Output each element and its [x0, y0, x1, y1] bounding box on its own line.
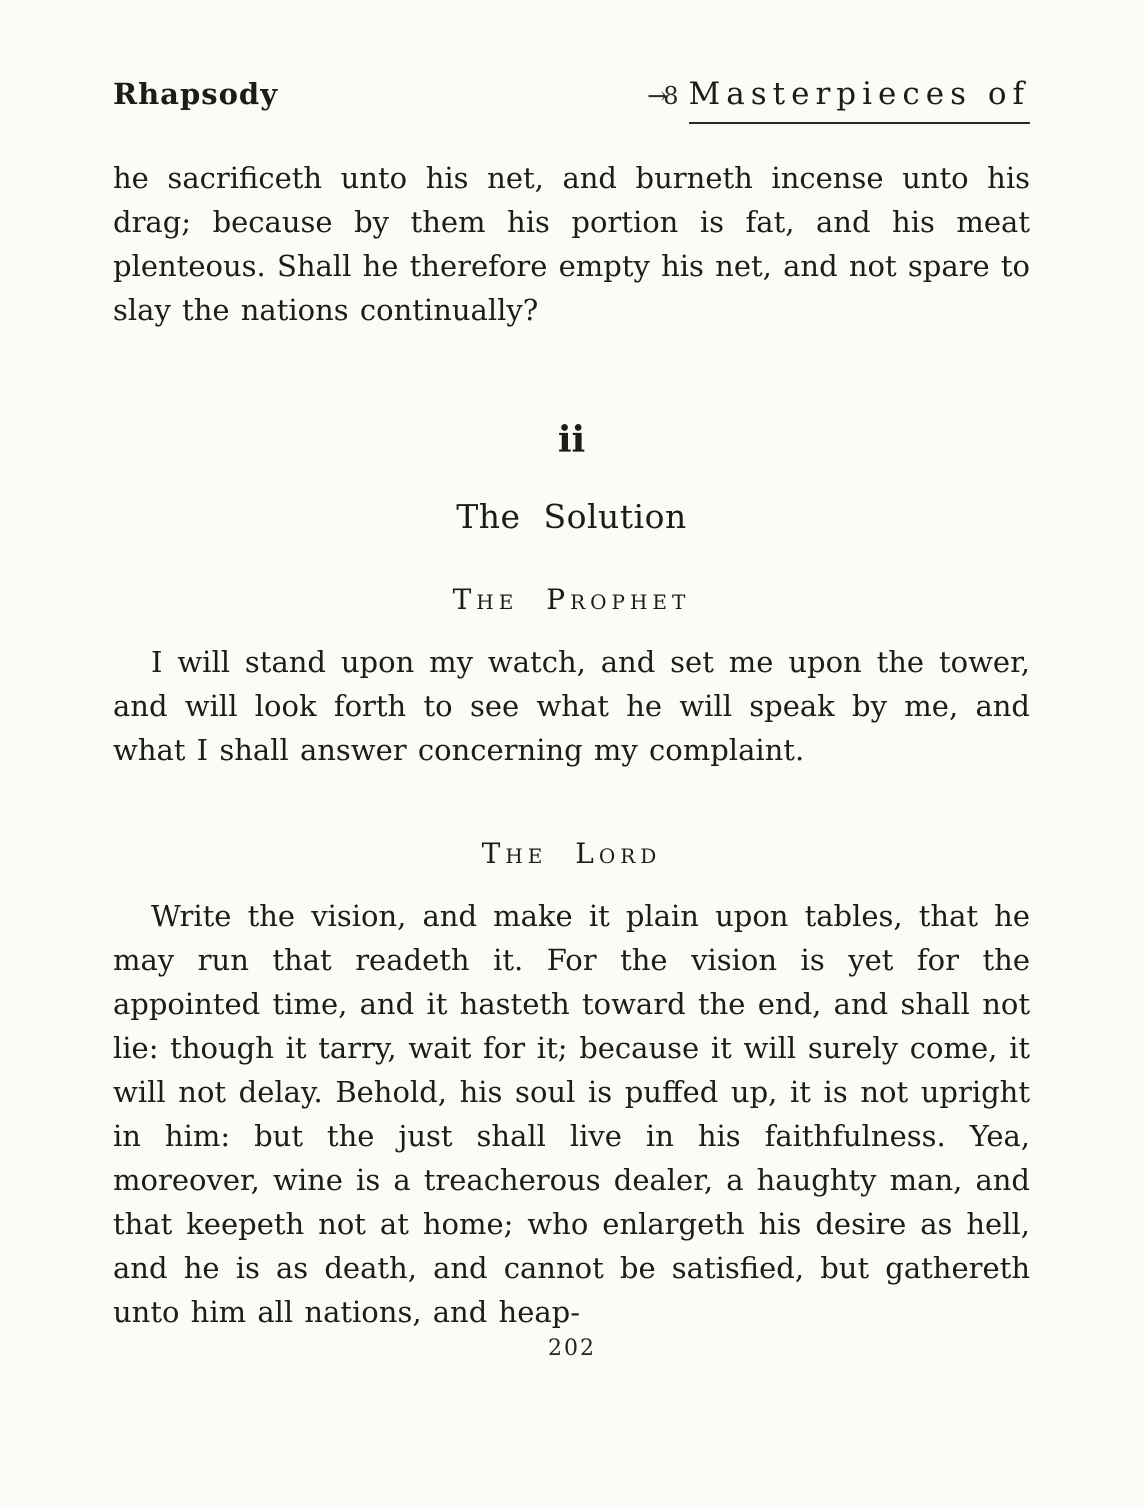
page-number: 202	[548, 1336, 596, 1361]
paragraph-lord-speech: Write the vision, and make it plain upon tables, that he may run that readeth it. For the vision is yet for the appointed time, and it hasteth toward the end, and shall not lie: though it tarry, wait for it; because it will surely come, it will not delay. Behold, his soul is puffed up, it is not upright in him: but the just shall live in his faithfulness. Yea, moreover, wine is a treacherous dealer, a haughty man, and that keepeth not at home; who enlargeth his desire as hell, and he is as death, and cannot be satisfied, but gathereth unto him all nations, and heap-	[113, 899, 1030, 1329]
speaker-heading-lord: The Lord	[481, 837, 662, 870]
section-title: The Solution	[456, 497, 687, 536]
section-number: ii	[557, 419, 586, 461]
running-header-right	[647, 76, 1030, 124]
speaker-heading-prophet: The Prophet	[452, 583, 691, 616]
running-header-chapter: Rhapsody	[113, 77, 279, 111]
paragraph-prophet-speech: I will stand upon my watch, and set me upon the tower, and will look forth to see what he will speak by me, and what I shall answer concerning my complaint.	[113, 645, 1030, 767]
fleuron-ornament-icon: →8	[647, 82, 675, 110]
running-header	[113, 76, 1030, 122]
running-header-book-title: Masterpieces of	[689, 76, 1030, 124]
paragraph-continuation: he sacrificeth unto his net, and burneth incense unto his drag; because by them his portion is fat, and his meat plenteous. Shall he therefore empty his net, and not spare to slay the nations continually?	[113, 161, 1030, 327]
